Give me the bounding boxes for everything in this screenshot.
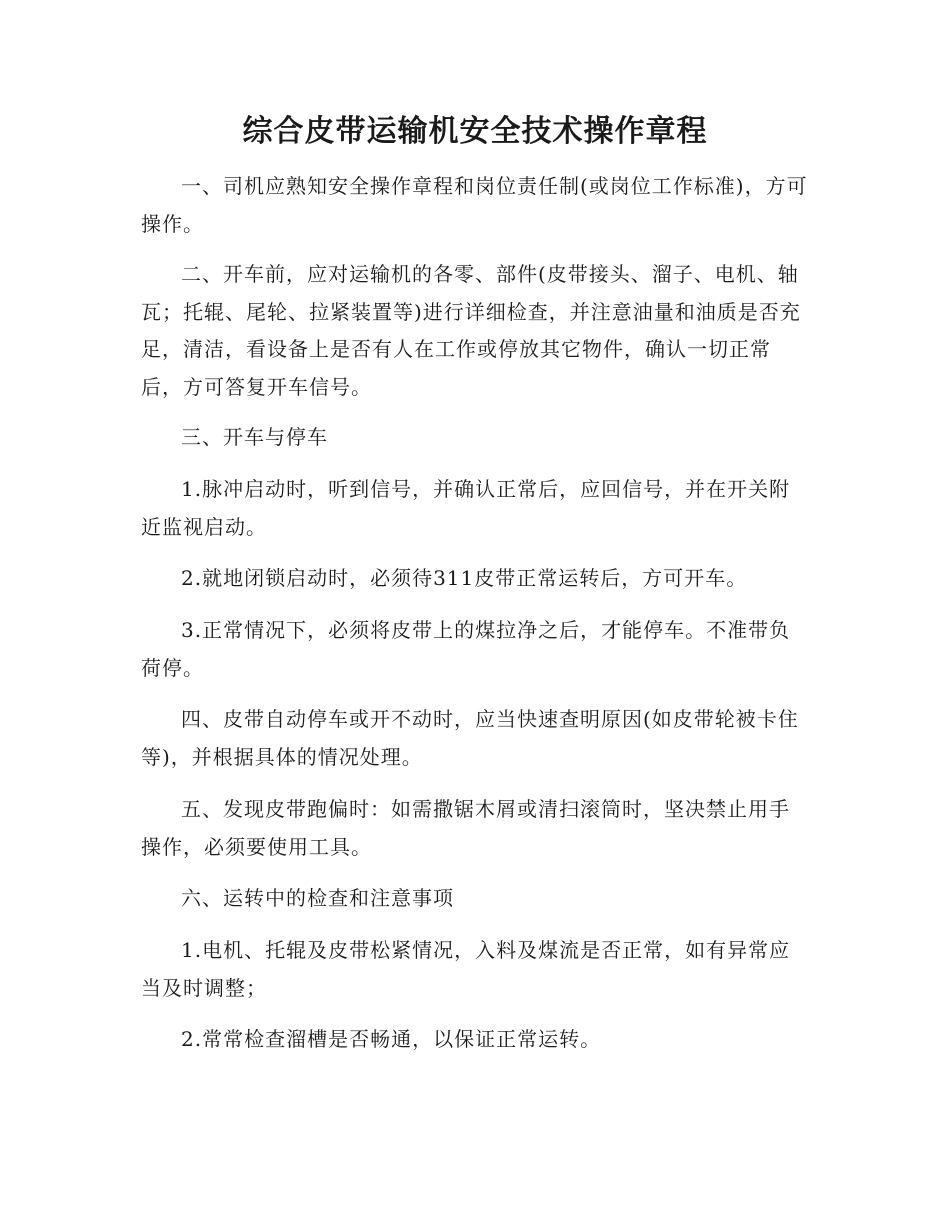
paragraph-10: 1.电机、托辊及皮带松紧情况，入料及煤流是否正常，如有异常应当及时调整；	[141, 938, 791, 1000]
paragraph-2: 二、开车前，应对运输机的各零、部件(皮带接头、溜子、电机、轴瓦；托辊、尾轮、拉紧装置等)进行详细检查，并注意油量和油质是否充足，清洁，看设备上是否有人在工作或停放其它物件，确认一切正常后，方可答复开车信号。	[141, 262, 801, 399]
paragraph-5: 2.就地闭锁启动时，必须待311皮带正常运转后，方可开车。	[181, 566, 748, 590]
paragraph-9: 六、运转中的检查和注意事项	[181, 886, 454, 910]
paragraph-3: 三、开车与停车	[181, 425, 328, 449]
paragraph-7: 四、皮带自动停车或开不动时，应当快速查明原因(如皮带轮被卡住等)，并根据具体的情况处理。	[141, 707, 799, 769]
paragraph-1: 一、司机应熟知安全操作章程和岗位责任制(或岗位工作标准)，方可操作。	[141, 174, 808, 236]
paragraph-8: 五、发现皮带跑偏时：如需撒锯木屑或清扫滚筒时，坚决禁止用手操作，必须要使用工具。	[141, 797, 790, 859]
paragraph-4: 1.脉冲启动时，听到信号，并确认正常后，应回信号，并在开关附近监视启动。	[141, 477, 791, 539]
paragraph-6: 3.正常情况下，必须将皮带上的煤拉净之后，才能停车。不准带负荷停。	[141, 618, 791, 680]
paragraph-11: 2.常常检查溜槽是否畅通，以保证正常运转。	[181, 1027, 602, 1051]
document-title: 综合皮带运输机安全技术操作章程	[242, 114, 708, 149]
